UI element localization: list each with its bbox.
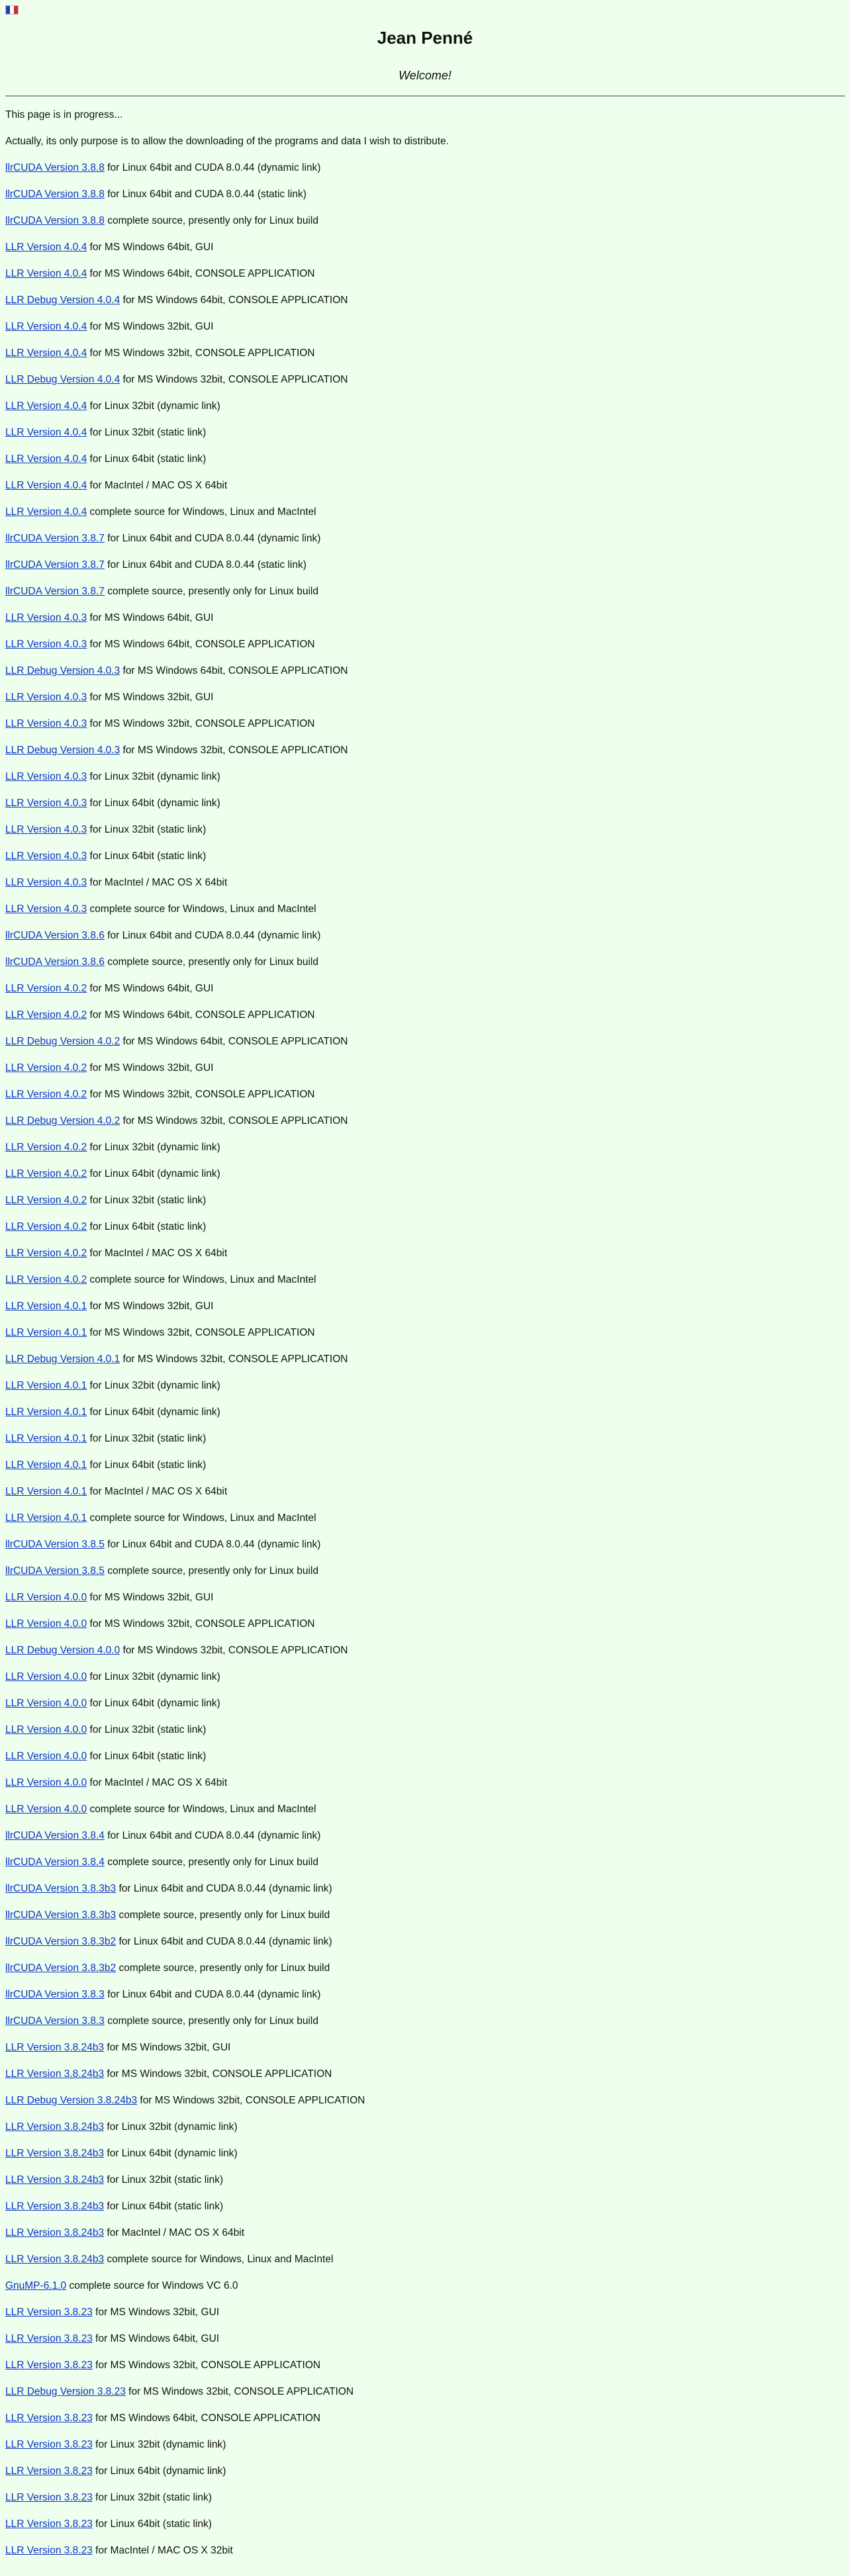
download-item xyxy=(5,1346,845,1373)
download-description: for MS Windows 64bit, CONSOLE APPLICATION xyxy=(120,665,348,676)
download-item xyxy=(5,155,845,181)
download-item xyxy=(5,1823,845,1849)
download-description: for MS Windows 64bit, CONSOLE APPLICATION xyxy=(92,2413,321,2424)
welcome-text: Welcome! xyxy=(399,69,451,82)
download-item xyxy=(5,2432,845,2458)
download-link[interactable]: LLR Debug Version 3.8.24b3 xyxy=(5,2095,138,2106)
download-description: for Linux 64bit and CUDA 8.0.44 (dynamic link) xyxy=(104,533,321,544)
download-link[interactable]: LLR Version 4.0.4 xyxy=(5,268,87,279)
download-item xyxy=(5,1743,845,1770)
download-link[interactable]: LLR Version 3.8.23 xyxy=(5,2439,93,2450)
download-description: for MacIntel / MAC OS X 64bit xyxy=(87,480,228,491)
download-description: complete source for Windows, Linux and MacIntel xyxy=(87,506,316,518)
download-link[interactable]: LLR Version 4.0.0 xyxy=(5,1804,87,1815)
download-link[interactable]: LLR Version 4.0.1 xyxy=(5,1406,87,1418)
download-description: for Linux 64bit and CUDA 8.0.44 (dynamic link) xyxy=(116,1936,332,1947)
download-link[interactable]: LLR Version 4.0.2 xyxy=(5,1195,87,1206)
download-item xyxy=(5,684,845,711)
download-description: for MS Windows 64bit, GUI xyxy=(87,983,214,994)
download-link[interactable]: LLR Version 3.8.23 xyxy=(5,2545,93,2556)
download-description: for MS Windows 32bit, CONSOLE APPLICATION xyxy=(87,1327,315,1338)
download-description: for Linux 64bit and CUDA 8.0.44 (static link) xyxy=(104,559,307,571)
download-link[interactable]: llrCUDA Version 3.8.7 xyxy=(5,559,105,571)
download-item xyxy=(5,711,845,737)
download-description: for Linux 32bit (dynamic link) xyxy=(104,2121,238,2133)
download-description: for MS Windows 32bit, GUI xyxy=(92,2307,220,2318)
download-item xyxy=(5,526,845,552)
download-item xyxy=(5,287,845,314)
download-item xyxy=(5,1585,845,1611)
download-description: for Linux 32bit (dynamic link) xyxy=(87,771,220,782)
download-link[interactable]: LLR Version 4.0.3 xyxy=(5,851,87,862)
download-link[interactable]: LLR Version 3.8.23 xyxy=(5,2307,93,2318)
download-link[interactable]: LLR Version 4.0.0 xyxy=(5,1671,87,1682)
download-description: for MS Windows 64bit, CONSOLE APPLICATION xyxy=(87,268,315,279)
download-item xyxy=(5,923,845,949)
download-item xyxy=(5,499,845,526)
download-description: for Linux 64bit and CUDA 8.0.44 (dynamic link) xyxy=(116,1883,332,1894)
download-link[interactable]: LLR Version 4.0.1 xyxy=(5,1459,87,1471)
download-link[interactable]: LLR Version 4.0.4 xyxy=(5,242,87,253)
download-item xyxy=(5,1426,845,1452)
download-link[interactable]: llrCUDA Version 3.8.3 xyxy=(5,2015,105,2027)
download-link[interactable]: LLR Version 4.0.3 xyxy=(5,718,87,729)
download-link[interactable]: LLR Version 4.0.3 xyxy=(5,771,87,782)
download-link[interactable]: llrCUDA Version 3.8.5 xyxy=(5,1539,105,1550)
download-item xyxy=(5,2485,845,2511)
download-description: for MS Windows 64bit, GUI xyxy=(87,242,214,253)
download-description: for Linux 64bit (static link) xyxy=(87,453,207,465)
download-item xyxy=(5,2299,845,2326)
download-item xyxy=(5,2140,845,2167)
download-item xyxy=(5,2352,845,2379)
download-link[interactable]: GnuMP-6.1.0 xyxy=(5,2280,67,2291)
download-item xyxy=(5,1902,845,1929)
download-description: complete source, presently only for Linux build xyxy=(104,1565,318,1577)
download-link[interactable]: LLR Version 4.0.4 xyxy=(5,427,87,438)
download-description: for MS Windows 32bit, CONSOLE APPLICATION xyxy=(120,745,348,756)
download-description: for Linux 32bit (static link) xyxy=(87,427,207,438)
download-item xyxy=(5,1770,845,1796)
download-link[interactable]: LLR Version 4.0.4 xyxy=(5,453,87,465)
download-description: for Linux 32bit (dynamic link) xyxy=(92,2439,226,2450)
download-description: for MS Windows 64bit, GUI xyxy=(87,612,214,623)
download-description: for MS Windows 32bit, CONSOLE APPLICATION xyxy=(137,2095,365,2106)
download-link[interactable]: LLR Version 3.8.24b3 xyxy=(5,2148,105,2159)
download-link[interactable]: LLR Version 4.0.1 xyxy=(5,1486,87,1497)
download-item xyxy=(5,737,845,764)
download-item xyxy=(5,870,845,896)
download-link[interactable]: llrCUDA Version 3.8.3 xyxy=(5,1989,105,2000)
download-link[interactable]: LLR Debug Version 4.0.4 xyxy=(5,295,120,306)
download-link[interactable]: LLR Version 4.0.0 xyxy=(5,1698,87,1709)
download-description: for Linux 64bit and CUDA 8.0.44 (static link) xyxy=(104,189,307,200)
download-item xyxy=(5,1320,845,1346)
download-link[interactable]: LLR Version 4.0.1 xyxy=(5,1433,87,1444)
download-description: complete source for Windows VC 6.0 xyxy=(66,2280,238,2291)
intro-purpose: Actually, its only purpose is to allow the downloading of the programs and data I wish to distribute. xyxy=(5,136,449,147)
download-item xyxy=(5,2008,845,2035)
download-link[interactable]: LLR Debug Version 4.0.3 xyxy=(5,665,120,676)
download-description: complete source, presently only for Linux build xyxy=(104,1857,318,1868)
download-description: for MacIntel / MAC OS X 64bit xyxy=(87,877,228,888)
download-item xyxy=(5,2114,845,2140)
download-item xyxy=(5,1558,845,1585)
download-link[interactable]: LLR Version 4.0.4 xyxy=(5,480,87,491)
download-description: for Linux 64bit and CUDA 8.0.44 (dynamic link) xyxy=(104,162,321,173)
download-item xyxy=(5,2511,845,2538)
page-title: Jean Penné xyxy=(377,28,473,48)
download-link[interactable]: LLR Version 4.0.3 xyxy=(5,612,87,623)
download-list xyxy=(5,155,845,2564)
download-link[interactable]: llrCUDA Version 3.8.8 xyxy=(5,162,105,173)
download-description: for Linux 32bit (dynamic link) xyxy=(87,1671,220,1682)
download-item xyxy=(5,1532,845,1558)
download-description: for MacIntel / MAC OS X 32bit xyxy=(92,2545,233,2556)
download-link[interactable]: LLR Version 4.0.4 xyxy=(5,321,87,332)
download-description: complete source for Windows, Linux and MacIntel xyxy=(87,1512,316,1524)
download-item xyxy=(5,1664,845,1690)
download-link[interactable]: llrCUDA Version 3.8.6 xyxy=(5,930,105,941)
download-link[interactable]: llrCUDA Version 3.8.3b2 xyxy=(5,1936,117,1947)
download-item xyxy=(5,2538,845,2564)
download-link[interactable]: LLR Version 4.0.0 xyxy=(5,1777,87,1788)
download-item xyxy=(5,2061,845,2088)
download-description: for MS Windows 32bit, GUI xyxy=(87,1592,214,1603)
download-link[interactable]: llrCUDA Version 3.8.4 xyxy=(5,1857,105,1868)
download-link[interactable]: LLR Version 3.8.24b3 xyxy=(5,2121,105,2133)
download-link[interactable]: LLR Version 4.0.0 xyxy=(5,1592,87,1603)
download-item xyxy=(5,1187,845,1214)
download-description: for MS Windows 64bit, GUI xyxy=(92,2333,220,2344)
download-description: for Linux 64bit (static link) xyxy=(87,1459,207,1471)
download-link[interactable]: LLR Version 4.0.3 xyxy=(5,877,87,888)
download-description: for Linux 32bit (dynamic link) xyxy=(87,400,220,412)
download-description: for MS Windows 32bit, CONSOLE APPLICATION xyxy=(120,374,348,385)
download-description: for Linux 32bit (static link) xyxy=(92,2492,212,2503)
download-item xyxy=(5,1081,845,1108)
download-link[interactable]: LLR Version 3.8.24b3 xyxy=(5,2227,105,2238)
download-item xyxy=(5,1002,845,1029)
download-description: for Linux 32bit (static link) xyxy=(104,2174,224,2185)
download-description: for MacIntel / MAC OS X 64bit xyxy=(87,1777,228,1788)
download-link[interactable]: LLR Debug Version 4.0.0 xyxy=(5,1645,120,1656)
download-description: for MacIntel / MAC OS X 64bit xyxy=(104,2227,245,2238)
download-link[interactable]: LLR Version 4.0.2 xyxy=(5,983,87,994)
download-link[interactable]: llrCUDA Version 3.8.5 xyxy=(5,1565,105,1577)
download-item xyxy=(5,1876,845,1902)
download-description: complete source for Windows, Linux and MacIntel xyxy=(104,2254,334,2265)
download-description: for Linux 32bit (static link) xyxy=(87,1195,207,1206)
download-link[interactable]: LLR Version 3.8.24b3 xyxy=(5,2254,105,2265)
download-description: for MacIntel / MAC OS X 64bit xyxy=(87,1248,228,1259)
download-description: for Linux 64bit (static link) xyxy=(104,2201,224,2212)
download-link[interactable]: LLR Version 4.0.3 xyxy=(5,824,87,835)
download-description: for MS Windows 32bit, GUI xyxy=(87,1301,214,1312)
download-item xyxy=(5,1796,845,1823)
download-item xyxy=(5,817,845,843)
download-item xyxy=(5,181,845,208)
download-item xyxy=(5,1479,845,1505)
download-description: for MS Windows 32bit, CONSOLE APPLICATION xyxy=(87,1618,315,1630)
download-item xyxy=(5,1108,845,1134)
download-item xyxy=(5,2220,845,2246)
download-item xyxy=(5,2246,845,2273)
download-item xyxy=(5,1849,845,1876)
download-item xyxy=(5,1240,845,1267)
download-link[interactable]: llrCUDA Version 3.8.3b3 xyxy=(5,1883,117,1894)
download-item xyxy=(5,1452,845,1479)
download-link[interactable]: LLR Version 4.0.3 xyxy=(5,692,87,703)
divider xyxy=(5,95,845,97)
download-item xyxy=(5,1611,845,1637)
download-item xyxy=(5,1161,845,1187)
download-link[interactable]: LLR Version 4.0.2 xyxy=(5,1142,87,1153)
download-description: for MS Windows 32bit, CONSOLE APPLICATION xyxy=(104,2068,332,2080)
download-link[interactable]: LLR Version 4.0.2 xyxy=(5,1274,87,1285)
download-link[interactable]: LLR Version 4.0.4 xyxy=(5,347,87,359)
download-link[interactable]: llrCUDA Version 3.8.6 xyxy=(5,956,105,968)
download-description: complete source for Windows, Linux and MacIntel xyxy=(87,1274,316,1285)
download-item xyxy=(5,1982,845,2008)
download-item xyxy=(5,1214,845,1240)
download-link[interactable]: LLR Version 4.0.1 xyxy=(5,1327,87,1338)
download-item xyxy=(5,208,845,234)
download-link[interactable]: LLR Version 4.0.2 xyxy=(5,1062,87,1074)
download-item xyxy=(5,1055,845,1081)
download-description: for MS Windows 32bit, CONSOLE APPLICATION xyxy=(120,1354,348,1365)
download-description: complete source, presently only for Linux build xyxy=(116,1962,330,1974)
download-link[interactable]: LLR Version 4.0.2 xyxy=(5,1089,87,1100)
download-description: for Linux 64bit (dynamic link) xyxy=(87,798,220,809)
download-link[interactable]: LLR Version 4.0.3 xyxy=(5,639,87,650)
download-description: for MS Windows 32bit, CONSOLE APPLICATION xyxy=(120,1115,348,1127)
download-link[interactable]: LLR Version 4.0.3 xyxy=(5,798,87,809)
download-item xyxy=(5,367,845,393)
download-item xyxy=(5,578,845,605)
download-item xyxy=(5,2193,845,2220)
download-description: complete source, presently only for Linux build xyxy=(104,956,318,968)
download-item xyxy=(5,790,845,817)
download-item xyxy=(5,552,845,578)
download-link[interactable]: LLR Version 4.0.2 xyxy=(5,1168,87,1179)
download-item xyxy=(5,473,845,499)
download-description: for Linux 32bit (static link) xyxy=(87,1433,207,1444)
download-item xyxy=(5,314,845,340)
download-item xyxy=(5,658,845,684)
download-description: for Linux 64bit and CUDA 8.0.44 (dynamic link) xyxy=(104,1830,321,1841)
download-item xyxy=(5,843,845,870)
download-link[interactable]: llrCUDA Version 3.8.3b2 xyxy=(5,1962,117,1974)
download-item xyxy=(5,2088,845,2114)
download-description: for MS Windows 64bit, CONSOLE APPLICATION xyxy=(87,639,315,650)
download-link[interactable]: LLR Version 4.0.2 xyxy=(5,1248,87,1259)
download-link[interactable]: LLR Version 3.8.23 xyxy=(5,2518,93,2530)
download-link[interactable]: LLR Debug Version 4.0.3 xyxy=(5,745,120,756)
download-item xyxy=(5,605,845,631)
download-item xyxy=(5,1029,845,1055)
download-link[interactable]: LLR Version 4.0.0 xyxy=(5,1724,87,1735)
download-description: for Linux 64bit (dynamic link) xyxy=(104,2148,238,2159)
download-item xyxy=(5,1690,845,1717)
download-description: for MacIntel / MAC OS X 64bit xyxy=(87,1486,228,1497)
download-link[interactable]: LLR Version 4.0.0 xyxy=(5,1618,87,1630)
download-item xyxy=(5,1637,845,1664)
download-item xyxy=(5,234,845,261)
download-description: for MS Windows 32bit, CONSOLE APPLICATION xyxy=(92,2360,321,2371)
download-link[interactable]: LLR Debug Version 4.0.1 xyxy=(5,1354,120,1365)
download-item xyxy=(5,949,845,976)
download-link[interactable]: LLR Version 3.8.24b3 xyxy=(5,2174,105,2185)
download-description: for MS Windows 32bit, GUI xyxy=(104,2042,231,2053)
download-item xyxy=(5,1134,845,1161)
download-description: complete source, presently only for Linux build xyxy=(116,1909,330,1921)
download-item xyxy=(5,1505,845,1532)
flag-stripe-red xyxy=(14,6,18,14)
download-description: for MS Windows 32bit, CONSOLE APPLICATION xyxy=(87,347,315,359)
download-description: for Linux 32bit (dynamic link) xyxy=(87,1380,220,1391)
download-description: for Linux 64bit (static link) xyxy=(87,1751,207,1762)
download-item xyxy=(5,1955,845,1982)
download-link[interactable]: LLR Debug Version 4.0.2 xyxy=(5,1115,120,1127)
download-description: for Linux 64bit and CUDA 8.0.44 (dynamic link) xyxy=(104,1539,321,1550)
download-description: for MS Windows 32bit, CONSOLE APPLICATION xyxy=(87,718,315,729)
download-description: for Linux 32bit (static link) xyxy=(87,1724,207,1735)
download-link[interactable]: llrCUDA Version 3.8.4 xyxy=(5,1830,105,1841)
download-link[interactable]: LLR Version 3.8.24b3 xyxy=(5,2201,105,2212)
download-description: complete source, presently only for Linux build xyxy=(104,586,318,597)
download-description: complete source, presently only for Linux build xyxy=(104,2015,318,2027)
download-item xyxy=(5,2035,845,2061)
download-description: for Linux 64bit (dynamic link) xyxy=(92,2465,226,2477)
download-description: for Linux 64bit (static link) xyxy=(92,2518,212,2530)
download-link[interactable]: LLR Version 3.8.23 xyxy=(5,2492,93,2503)
download-item xyxy=(5,420,845,446)
download-description: for MS Windows 64bit, CONSOLE APPLICATION xyxy=(87,1009,315,1021)
france-flag-icon[interactable] xyxy=(5,5,19,15)
download-link[interactable]: LLR Debug Version 4.0.4 xyxy=(5,374,120,385)
download-description: for Linux 64bit and CUDA 8.0.44 (dynamic link) xyxy=(104,1989,321,2000)
download-item xyxy=(5,1293,845,1320)
download-item xyxy=(5,2326,845,2352)
download-link[interactable]: LLR Version 4.0.2 xyxy=(5,1221,87,1232)
download-description: complete source for Windows, Linux and MacIntel xyxy=(87,903,316,915)
download-item xyxy=(5,1929,845,1955)
download-item xyxy=(5,261,845,287)
download-description: for Linux 64bit (dynamic link) xyxy=(87,1168,220,1179)
download-description: for Linux 64bit (static link) xyxy=(87,851,207,862)
download-description: for Linux 64bit (dynamic link) xyxy=(87,1406,220,1418)
download-item xyxy=(5,2405,845,2432)
download-description: complete source for Windows, Linux and MacIntel xyxy=(87,1804,316,1815)
download-item xyxy=(5,1267,845,1293)
download-link[interactable]: LLR Version 4.0.2 xyxy=(5,1009,87,1021)
download-link[interactable]: llrCUDA Version 3.8.8 xyxy=(5,215,105,226)
download-description: for MS Windows 32bit, CONSOLE APPLICATION xyxy=(125,2386,354,2397)
download-item xyxy=(5,2167,845,2193)
download-description: for MS Windows 32bit, GUI xyxy=(87,1062,214,1074)
download-item xyxy=(5,2379,845,2405)
download-description: for Linux 32bit (dynamic link) xyxy=(87,1142,220,1153)
download-link[interactable]: LLR Version 4.0.1 xyxy=(5,1301,87,1312)
download-item xyxy=(5,2458,845,2485)
download-item xyxy=(5,2273,845,2299)
download-description: for MS Windows 64bit, CONSOLE APPLICATION xyxy=(120,295,348,306)
download-item xyxy=(5,340,845,367)
download-link[interactable]: llrCUDA Version 3.8.7 xyxy=(5,533,105,544)
download-item xyxy=(5,976,845,1002)
download-link[interactable]: llrCUDA Version 3.8.3b3 xyxy=(5,1909,117,1921)
download-link[interactable]: LLR Version 3.8.23 xyxy=(5,2333,93,2344)
download-description: for MS Windows 64bit, CONSOLE APPLICATION xyxy=(120,1036,348,1047)
download-link[interactable]: LLR Version 3.8.23 xyxy=(5,2360,93,2371)
download-item xyxy=(5,1399,845,1426)
download-description: for Linux 64bit (static link) xyxy=(87,1221,207,1232)
download-link[interactable]: LLR Version 4.0.0 xyxy=(5,1751,87,1762)
download-link[interactable]: LLR Version 3.8.23 xyxy=(5,2465,93,2477)
download-link[interactable]: LLR Debug Version 4.0.2 xyxy=(5,1036,120,1047)
download-item xyxy=(5,393,845,420)
download-item xyxy=(5,631,845,658)
download-item xyxy=(5,1373,845,1399)
download-link[interactable]: LLR Version 4.0.3 xyxy=(5,903,87,915)
download-description: complete source, presently only for Linux build xyxy=(104,215,318,226)
download-description: for Linux 64bit and CUDA 8.0.44 (dynamic link) xyxy=(104,930,321,941)
download-link[interactable]: llrCUDA Version 3.8.8 xyxy=(5,189,105,200)
download-item xyxy=(5,446,845,473)
download-link[interactable]: LLR Version 4.0.1 xyxy=(5,1512,87,1524)
download-description: for MS Windows 32bit, CONSOLE APPLICATION xyxy=(120,1645,348,1656)
main-content xyxy=(0,102,850,2564)
download-link[interactable]: LLR Version 4.0.1 xyxy=(5,1380,87,1391)
download-description: for MS Windows 32bit, CONSOLE APPLICATION xyxy=(87,1089,315,1100)
download-link[interactable]: LLR Version 4.0.4 xyxy=(5,506,87,518)
download-description: for MS Windows 32bit, GUI xyxy=(87,321,214,332)
download-link[interactable]: LLR Version 3.8.23 xyxy=(5,2413,93,2424)
intro-progress: This page is in progress... xyxy=(5,109,123,120)
download-description: for MS Windows 32bit, GUI xyxy=(87,692,214,703)
download-description: for Linux 64bit (dynamic link) xyxy=(87,1698,220,1709)
download-item xyxy=(5,1717,845,1743)
download-link[interactable]: LLR Debug Version 3.8.23 xyxy=(5,2386,126,2397)
download-description: for Linux 32bit (static link) xyxy=(87,824,207,835)
download-item xyxy=(5,896,845,923)
download-link[interactable]: LLR Version 3.8.24b3 xyxy=(5,2042,105,2053)
download-link[interactable]: LLR Version 4.0.4 xyxy=(5,400,87,412)
download-link[interactable]: llrCUDA Version 3.8.7 xyxy=(5,586,105,597)
download-item xyxy=(5,764,845,790)
download-link[interactable]: LLR Version 3.8.24b3 xyxy=(5,2068,105,2080)
